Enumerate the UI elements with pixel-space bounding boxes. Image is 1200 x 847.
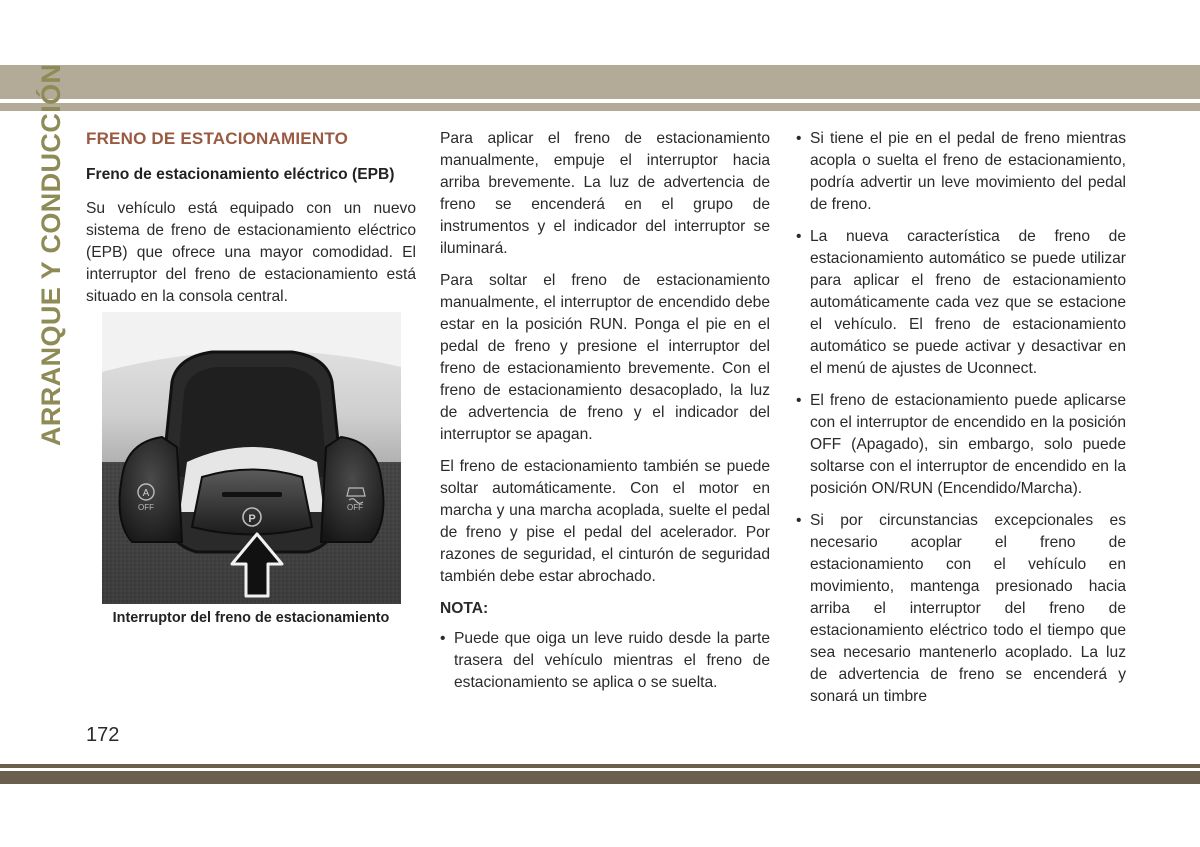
figure-caption: Interruptor del freno de estacionamiento bbox=[112, 610, 390, 626]
bullet-item: • Puede que oiga un leve ruido desde la parte trasera del vehículo mientras el freno de estacionamiento se aplica o se suelta. bbox=[440, 628, 770, 694]
left-off-label: OFF bbox=[138, 503, 154, 512]
paragraph: El freno de estacionamiento también se puede soltar automáticamente. Con el motor en marcha y una marcha acoplada, suelte el pedal de freno y pise el pedal del acelerador. Por razones de seguridad, el cinturón de seguridad también debe estar abrochado. bbox=[440, 458, 770, 585]
header-band bbox=[0, 65, 1200, 99]
bullet-item: • La nueva característica de freno de estacionamiento automático se puede utilizar para aplicar el freno de estacionamiento automáticamente cada vez que se estacione el vehículo. El freno de estacionamiento automático se puede activar y desactivar en el menú de ajustes de Uconnect. bbox=[796, 226, 1126, 380]
chapter-side-title: ARRANQUE Y CONDUCCIÓN bbox=[36, 63, 66, 446]
right-off-label: OFF bbox=[347, 503, 363, 512]
column-1 bbox=[86, 128, 416, 318]
paragraph: Para aplicar el freno de estacionamiento manualmente, empuje el interruptor hacia arriba brevemente. La luz de advertencia de freno se encenderá en el grupo de instrumentos y el indicador del interruptor se iluminará. bbox=[440, 130, 770, 257]
bullet-item: • Si por circunstancias excepcionales es necesario acoplar el freno de estacionamiento con el vehículo en movimiento, mantenga presionado hacia arriba el interruptor del freno de estacionamiento eléctrico todo el tiempo que sea necesario mantenerlo acoplado. La luz de advertencia de freno se encenderá y sonará un timbre bbox=[796, 510, 1126, 708]
subsection-heading: Freno de estacionamiento eléctrico (EPB) bbox=[86, 166, 395, 183]
parking-brake-switch-image bbox=[102, 312, 401, 604]
footer-rule-thin bbox=[0, 764, 1200, 768]
p-icon-letter: P bbox=[248, 513, 256, 525]
column-3 bbox=[796, 128, 1126, 718]
header-rule bbox=[0, 103, 1200, 111]
bullet-item: • El freno de estacionamiento puede aplicarse con el interruptor de encendido en la posición OFF (Apagado), sin embargo, solo puede soltarse con el interruptor de encendido en la posición ON/RUN (Encendido/Marcha). bbox=[796, 390, 1126, 500]
paragraph: Para soltar el freno de estacionamiento manualmente, el interruptor de encendido debe estar en la posición RUN. Ponga el pie en el pedal de freno y presione el interruptor del freno de estacionamiento brevemente. Con el freno de estacionamiento desacoplado, la luz de advertencia de freno y el indicador del interruptor se apagan. bbox=[440, 272, 770, 443]
note-label: NOTA: bbox=[440, 600, 489, 617]
column-2 bbox=[440, 128, 770, 704]
bullet-item: • Si tiene el pie en el pedal de freno mientras acopla o suelta el freno de estacionamiento, podría advertir un leve movimiento del pedal de freno. bbox=[796, 128, 1126, 216]
page-number: 172 bbox=[86, 724, 120, 746]
paragraph: Su vehículo está equipado con un nuevo sistema de freno de estacionamiento eléctrico (EPB) que ofrece una mayor comodidad. El interruptor del freno de estacionamiento está situado en la consola central. bbox=[86, 200, 416, 305]
auto-icon-letter: A bbox=[142, 488, 150, 499]
section-title: FRENO DE ESTACIONAMIENTO bbox=[86, 129, 349, 148]
footer-rule-thick bbox=[0, 771, 1200, 784]
